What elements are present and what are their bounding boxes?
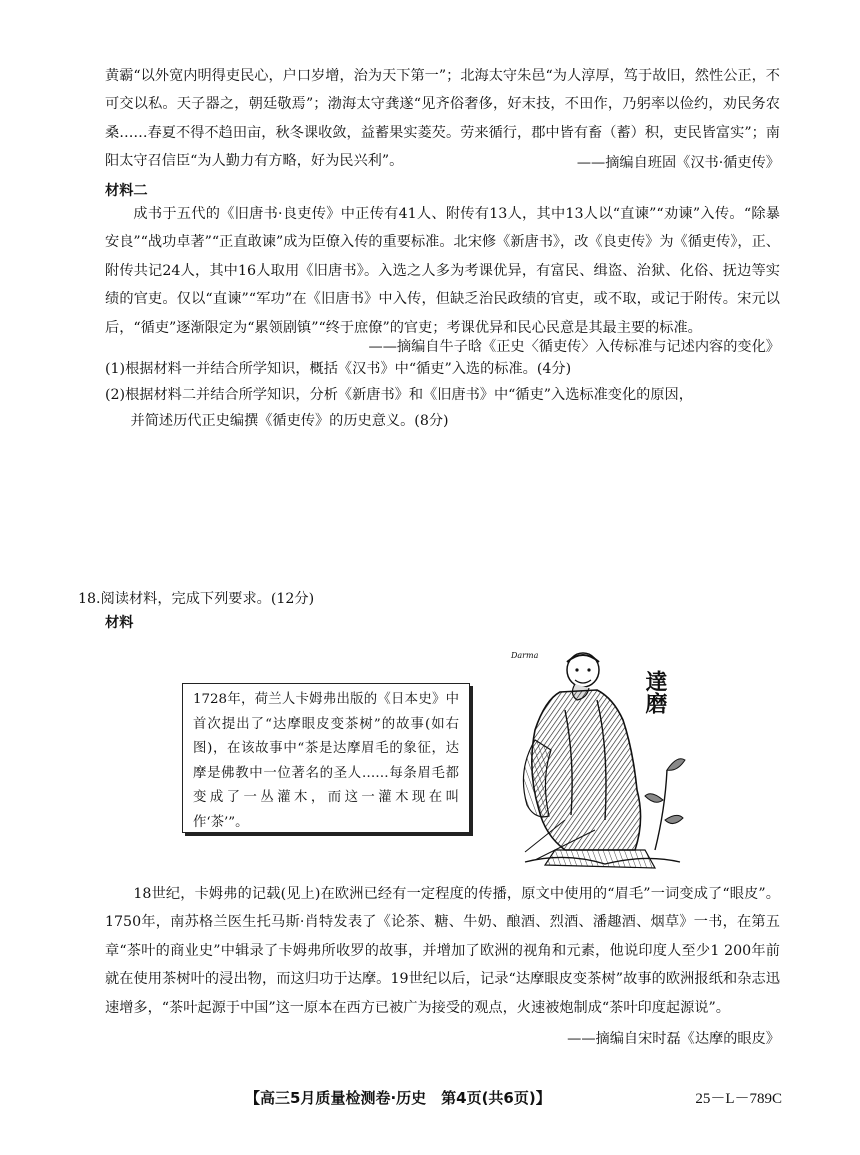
question-17-2-line2: 并简述历代正史编撰《循吏传》的历史意义。(8分) <box>130 413 449 429</box>
page-footer-code: 25－L－789C <box>695 1091 782 1107</box>
question-18-title: 18.阅读材料，完成下列要求。(12分) <box>78 591 315 607</box>
material2-paragraph: 成书于五代的《旧唐书·良吏传》中正传有41人、附传有13人，其中13人以“直谏”“劝谏”入传。“除暴安良”“战功卓著”“正直敢谏”成为臣僚入传的重要标准。北宋修《新唐书》，改《良吏传》为《循吏传》，正、附传共记24人，其中16人取用《旧唐书》。入选之人多为考课优异，有富民、缉盗、治狱、化俗、抚边等实绩的官吏。仅以“直谏”“军功”在《旧唐书》中入传，但缺乏治民政绩的官吏，或不取，或记于附传。宋元以后，“循吏”逐渐限定为“累领剧镇”“终于庶僚”的官吏；考课优异和民心民意是其最主要的标准。 <box>105 206 780 336</box>
material1-source: ——摘编自班固《汉书·循吏传》 <box>576 155 780 171</box>
figure-calligraphy: 達磨 <box>642 670 668 714</box>
figure-latin-label: Darma <box>511 651 539 660</box>
material1-tail-paragraph: 黄霸“以外宽内明得吏民心，户口岁增，治为天下第一”；北海太守朱邑“为人淳厚，笃于故旧，然性公正，不可交以私。天子器之，朝廷敬焉”；渤海太守龚遂“见齐俗奢侈，好末技，不田作，乃躬率以俭约，劝民务农桑……春夏不得不趋田亩，秋冬课收敛，益蓄果实菱芡。劳来循行，郡中皆有畜（蓄）积，吏民皆富实”；南阳太守召信臣“为人勤力有方略，好为民兴利”。 <box>105 68 780 170</box>
question-17-subquestions <box>105 356 785 434</box>
kampfer-quote-box: 1728年，荷兰人卡姆弗出版的《日本史》中首次提出了“达摩眼皮变茶树”的故事(如右图)，在该故事中“茶是达摩眉毛的象征，达摩是佛教中一位著名的圣人……每条眉毛都变成了一丛灌木，而这一灌木现在叫作‘茶’”。 <box>182 683 470 833</box>
bodhidharma-figure-image <box>505 640 700 880</box>
question-18-paragraph: 18世纪，卡姆弗的记载(见上)在欧洲已经有一定程度的传播，原文中使用的“眉毛”一词变成了“眼皮”。1750年，南苏格兰医生托马斯·肖特发表了《论茶、糖、牛奶、酿酒、烈酒、潘趣酒、烟草》一书，在第五章“茶叶的商业史”中辑录了卡姆弗所收罗的故事，并增加了欧洲的视角和元素，他说印度人至少1 200年前就在使用茶树叶的浸出物，而这归功于达摩。19世纪以后，记录“达摩眼皮变茶树”故事的欧洲报纸和杂志迅速增多，“茶叶起源于中国”这一原本在西方已被广为接受的观点，火速被炮制成“茶叶印度起源说”。 <box>105 886 780 1016</box>
question-17-2-line1: (2)根据材料二并结合所学知识，分析《新唐书》和《旧唐书》中“循吏”入选标准变化的原因， <box>105 387 693 403</box>
page-footer: 【高三5月质量检测卷·历史 第4页(共6页)】 <box>245 1089 551 1107</box>
material2-label: 材料二 <box>105 183 148 199</box>
bodhidharma-illustration <box>505 640 700 880</box>
material2-source: ——摘编自牛子晗《正史〈循吏传〉入传标准与记述内容的变化》 <box>368 339 780 355</box>
question-17-1: (1)根据材料一并结合所学知识，概括《汉书》中“循吏”入选的标准。(4分) <box>105 361 572 377</box>
question-18-source: ——摘编自宋时磊《达摩的眼皮》 <box>567 1031 780 1047</box>
question-18-material-label: 材料 <box>105 615 134 631</box>
